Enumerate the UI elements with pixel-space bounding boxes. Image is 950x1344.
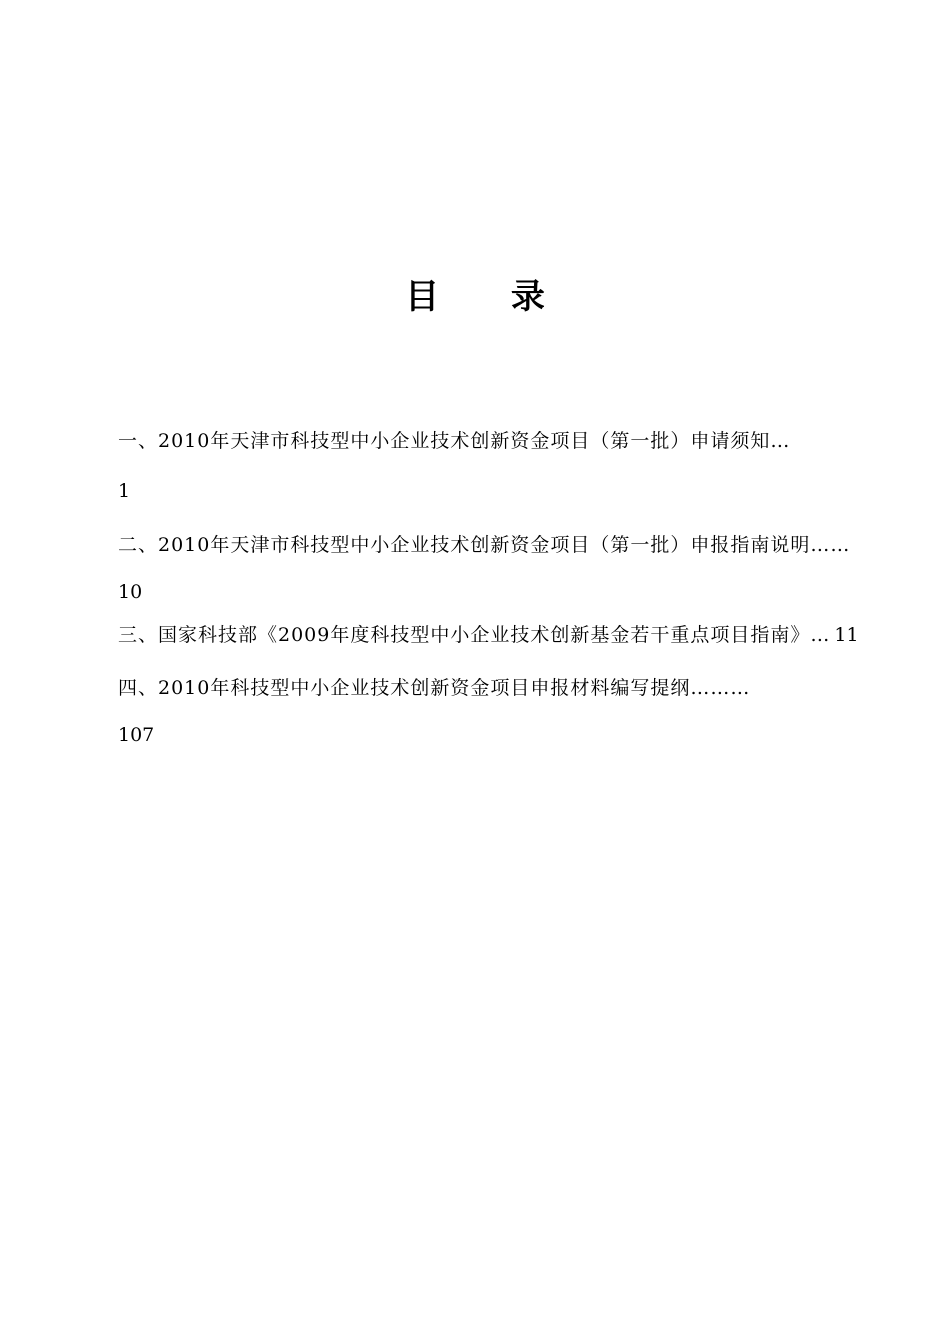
toc-entry-1-text: 一、2010年天津市科技型中小企业技术创新资金项目（第一批）申请须知… xyxy=(118,430,791,452)
toc-entry-4-page: 107 xyxy=(118,724,155,746)
toc-entry-3-page: 11 xyxy=(834,624,859,646)
toc-entry-3[interactable] xyxy=(118,620,859,650)
toc-entry-2-page: 10 xyxy=(118,581,143,603)
toc-entry-1[interactable] xyxy=(118,426,832,456)
toc-entry-1-page: 1 xyxy=(118,480,131,502)
page-title: 目 录 xyxy=(405,277,575,317)
toc-entry-4[interactable] xyxy=(118,673,832,703)
toc-entry-3-text: 三、国家科技部《2009年度科技型中小企业技术创新基金若干重点项目指南》… xyxy=(118,624,831,646)
toc-entry-2-text: 二、2010年天津市科技型中小企业技术创新资金项目（第一批）申报指南说明…… xyxy=(118,534,851,556)
toc-entry-4-text: 四、2010年科技型中小企业技术创新资金项目申报材料编写提纲……… xyxy=(118,677,751,699)
toc-entry-2[interactable] xyxy=(118,530,851,560)
